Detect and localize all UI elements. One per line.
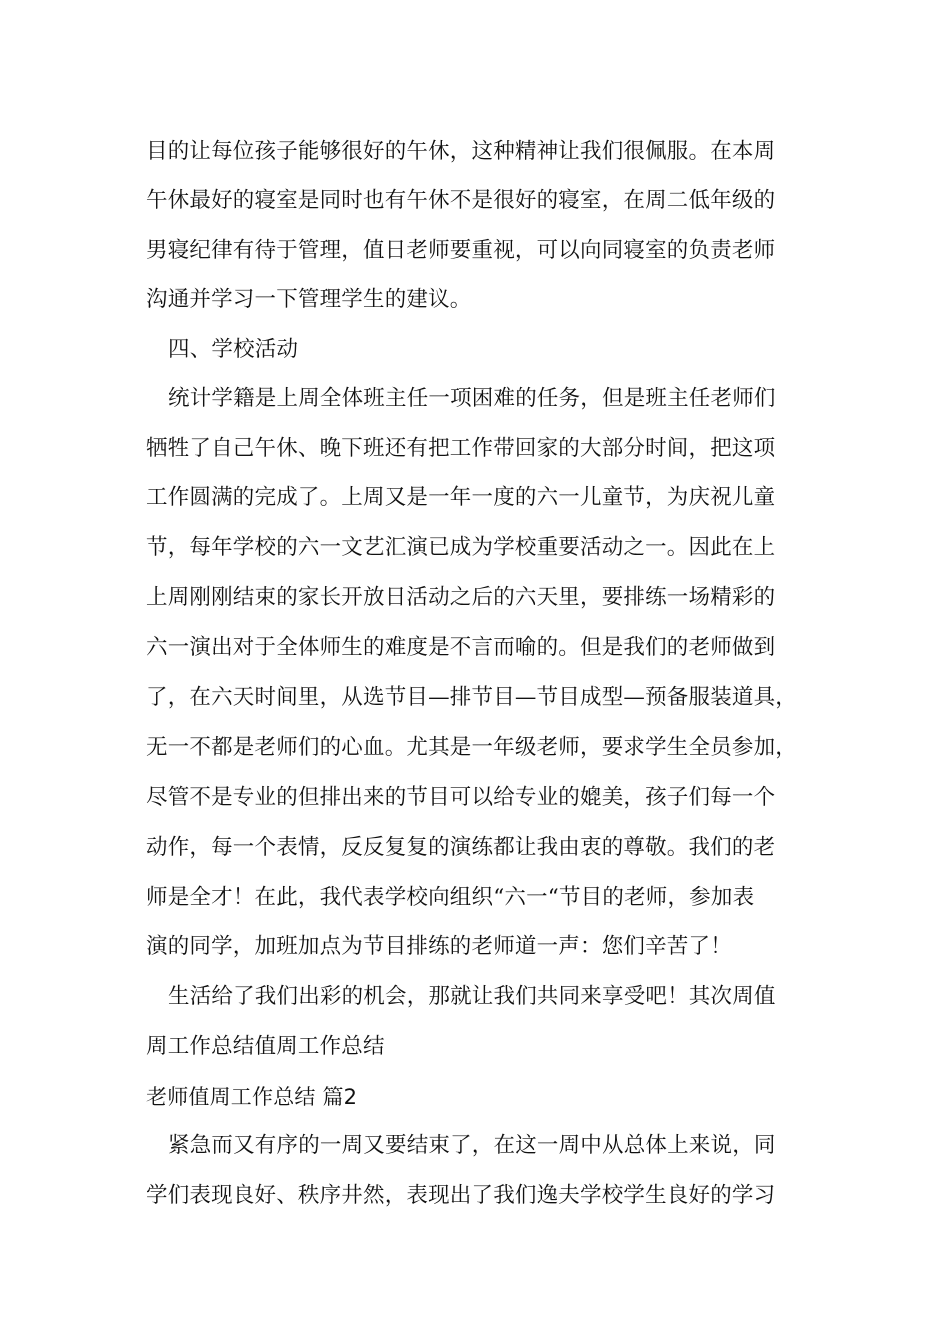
- paragraph-line: 师是全才！在此，我代表学校向组织“六一“节目的老师，参加表: [146, 885, 755, 910]
- paragraph-line: 牺牲了自己午休、晚下班还有把工作带回家的大部分时间，把这项: [146, 436, 776, 461]
- section-heading: 四、学校活动: [168, 337, 299, 362]
- paragraph-line: 尽管不是专业的但排出来的节目可以给专业的媲美，孩子们每一个: [146, 785, 776, 810]
- paragraph-line: 紧急而又有序的一周又要结束了，在这一周中从总体上来说，同: [168, 1133, 776, 1158]
- paragraph-line: 动作，每一个表情，反反复复的演练都让我由衷的尊敬。我们的老: [146, 835, 776, 860]
- paragraph-line: 学们表现良好、秩序井然，表现出了我们逸夫学校学生良好的学习: [146, 1183, 776, 1208]
- paragraph-line: 节，每年学校的六一文艺汇演已成为学校重要活动之一。因此在上: [146, 535, 776, 560]
- paragraph-line: 沟通并学习一下管理学生的建议。: [146, 287, 472, 312]
- paragraph-line: 无一不都是老师们的心血。尤其是一年级老师，要求学生全员参加，: [146, 735, 798, 760]
- paragraph-line: 上周刚刚结束的家长开放日活动之后的六天里，要排练一场精彩的: [146, 585, 776, 610]
- paragraph-line: 六一演出对于全体师生的难度是不言而喻的。但是我们的老师做到: [146, 635, 776, 660]
- paragraph-line: 了，在六天时间里，从选节目—排节目—节目成型—预备服装道具，: [146, 685, 798, 710]
- paragraph-line: 周工作总结值周工作总结: [146, 1034, 385, 1059]
- paragraph-line: 目的让每位孩子能够很好的午休，这种精神让我们很佩服。在本周: [146, 139, 776, 164]
- paragraph-line: 演的同学，加班加点为节目排练的老师道一声：您们辛苦了！: [146, 934, 732, 959]
- paragraph-line: 生活给了我们出彩的机会，那就让我们共同来享受吧！其次周值: [168, 984, 776, 1009]
- paragraph-line: 统计学籍是上周全体班主任一项困难的任务，但是班主任老师们: [168, 386, 776, 411]
- paragraph-line: 午休最好的寝室是同时也有午休不是很好的寝室，在周二低年级的: [146, 188, 776, 213]
- paragraph-line: 工作圆满的完成了。上周又是一年一度的六一儿童节，为庆祝儿童: [146, 485, 776, 510]
- article-title: 老师值周工作总结 篇2: [146, 1085, 358, 1109]
- paragraph-line: 男寝纪律有待于管理，值日老师要重视，可以向同寝室的负责老师: [146, 238, 776, 263]
